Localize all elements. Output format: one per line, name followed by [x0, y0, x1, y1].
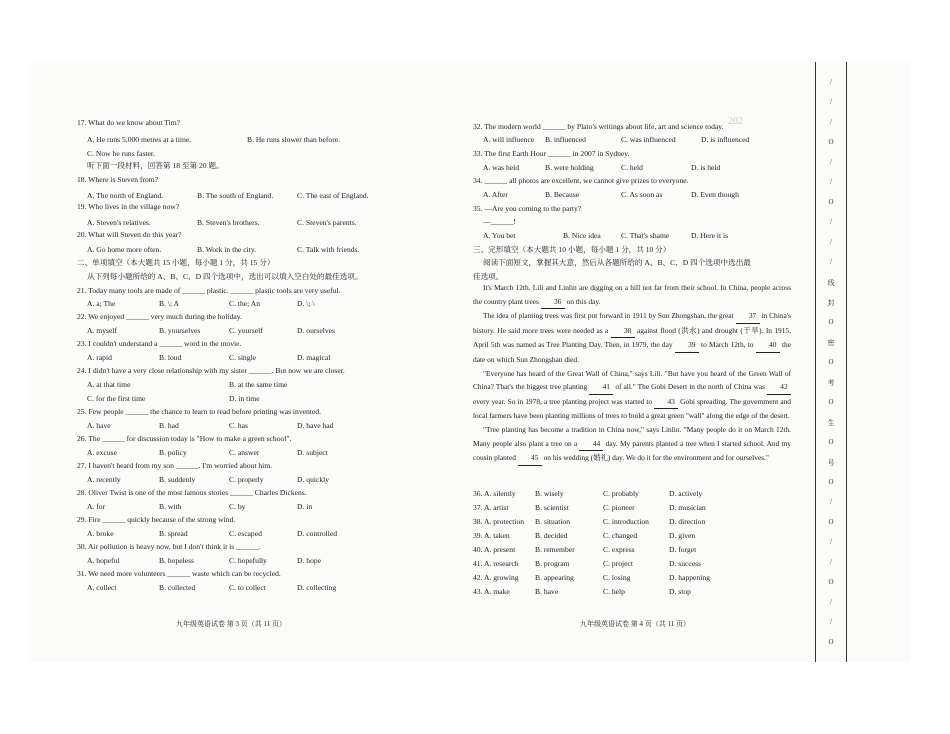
- blank-41[interactable]: 41: [589, 380, 613, 395]
- blank-36[interactable]: 36: [541, 295, 565, 310]
- margin-mark: 生: [827, 419, 835, 427]
- margin-mark: /: [830, 618, 832, 626]
- margin-mark: /: [830, 558, 832, 566]
- margin-mark: /: [830, 258, 832, 266]
- blank-40[interactable]: 40: [756, 338, 780, 353]
- margin-mark: 密: [827, 339, 835, 347]
- binding-margin: [818, 70, 844, 660]
- cloze-passage: [473, 281, 791, 466]
- margin-mark: 封: [827, 299, 835, 307]
- margin-mark: O: [828, 518, 834, 526]
- margin-mark: /: [830, 218, 832, 226]
- cloze-paragraph-4: "Tree planting has become a tradition in China now," says Linlin. "Many people do it on March 12th. Many people also plant a tree on a 44 day. My parents planted a tree when I started school. And my cousin planted 45 on his wedding (婚礼) day. We do it for the environment and for ourselves.": [473, 423, 791, 466]
- cloze-paragraph-3: "Everyone has heard of the Great Wall of China," says Lili. "But have you heard of the Green Wall of China? That's the biggest tree planting 41 of all." The Gobi Desert in the north of China was 42 every year. So in 1978, a tree planting project was started to 43 Gobi spreading. The government and local farmers have been planting millions of trees to build a great green "wall" along the edge of the desert.: [473, 368, 791, 421]
- margin-mark: O: [828, 438, 834, 446]
- margin-mark: O: [828, 638, 834, 646]
- margin-mark: /: [830, 98, 832, 106]
- margin-mark: O: [828, 318, 834, 326]
- margin-mark: O: [828, 198, 834, 206]
- binding-line-right: [846, 62, 847, 662]
- blank-37[interactable]: 37: [736, 309, 760, 324]
- margin-mark: /: [830, 158, 832, 166]
- margin-mark: /: [830, 238, 832, 246]
- binding-line-left: [815, 62, 816, 662]
- margin-mark: /: [830, 118, 832, 126]
- margin-mark: O: [828, 578, 834, 586]
- margin-mark: 考: [827, 379, 835, 387]
- margin-mark: /: [830, 538, 832, 546]
- left-page-footer: 九年级英语试卷 第 3 页（共 11 页）: [176, 620, 286, 628]
- blank-44[interactable]: 44: [579, 437, 603, 452]
- margin-mark: 线: [827, 279, 835, 287]
- margin-mark: O: [828, 358, 834, 366]
- cloze-paragraph-2: The idea of planting trees was first put forward in 1911 by Sun Zhongshan, the great 37 in China's history. He said more trees were needed as a 38 against flood (洪水) and drought (干旱). In 1915, April 5th was named as Tree Planting Day. Then, in 1979, the day 39 to March 12th, to 40 the date on which Sun Zhongshan died.: [473, 311, 791, 364]
- faint-watermark: 202: [728, 116, 743, 127]
- right-page-footer: 九年级英语试卷 第 4 页（共 11 页）: [580, 620, 690, 628]
- cloze-paragraph-1: It's March 12th. Lili and Linlin are digging on a hill not far from their school. In China, people across the country plant trees 36 on this day.: [473, 281, 791, 309]
- blank-43[interactable]: 43: [654, 395, 678, 410]
- blank-38[interactable]: 38: [611, 324, 635, 339]
- margin-mark: /: [830, 178, 832, 186]
- blank-42[interactable]: 42: [767, 380, 791, 395]
- margin-mark: /: [830, 78, 832, 86]
- margin-mark: /: [830, 598, 832, 606]
- blank-45[interactable]: 45: [518, 451, 542, 466]
- margin-mark: O: [828, 398, 834, 406]
- margin-mark: /: [830, 498, 832, 506]
- margin-mark: 号: [827, 459, 835, 467]
- blank-39[interactable]: 39: [675, 338, 699, 353]
- margin-mark: O: [828, 138, 834, 146]
- margin-mark: O: [828, 478, 834, 486]
